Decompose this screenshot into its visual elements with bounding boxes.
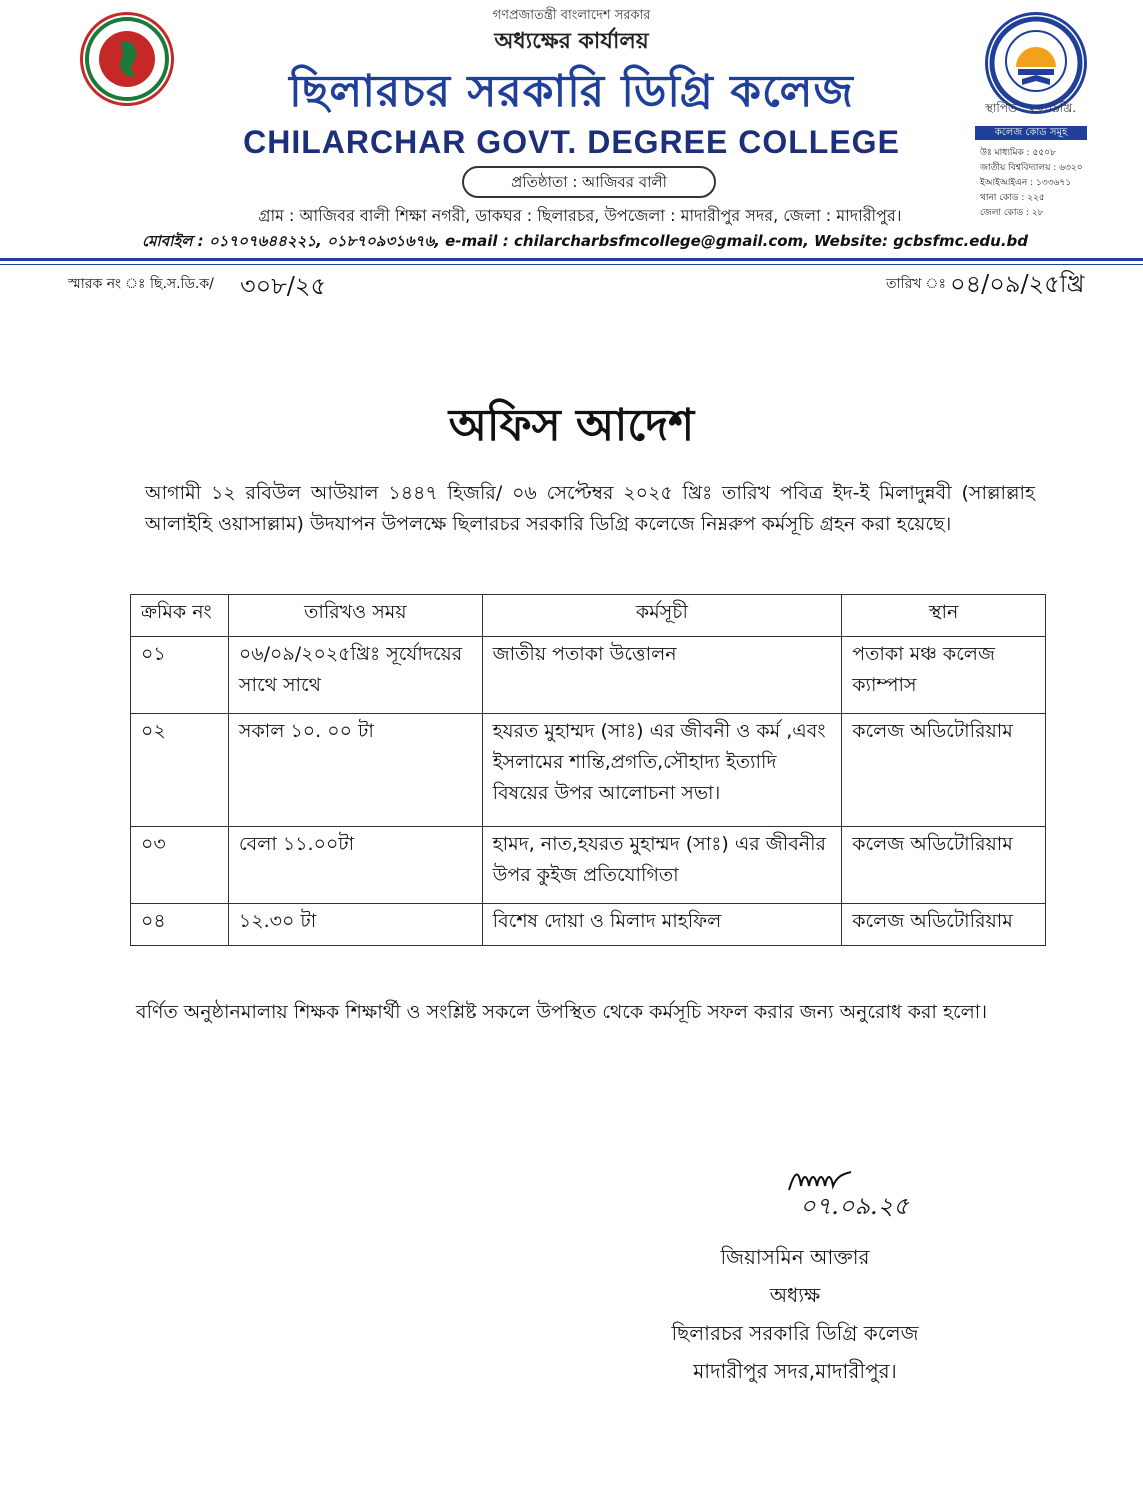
established-label: স্থাপিত : ২০০৯খ্রি. xyxy=(985,101,1077,115)
header-divider xyxy=(0,258,1143,261)
column-header: কর্মসূচী xyxy=(482,595,842,637)
signature-block xyxy=(620,1238,970,1390)
code-item: জাতীয় বিশ্ববিদ্যালয় : ৬৩২০ xyxy=(980,163,1083,173)
table-cell: ১২.৩০ টা xyxy=(228,904,482,946)
contact-line: মোবাইল : ০১৭০৭৬৪৪২২১, ০১৮৭০৯৩১৬৭৬, e-mail : chilarcharbsfmcollege@gmail.com, Website: gcbsfmc.edu.bd xyxy=(141,232,1028,250)
table-cell: কলেজ অডিটোরিয়াম xyxy=(842,904,1046,946)
code-item: উঃ মাধ্যমিক : ৫৫০৮ xyxy=(980,148,1056,158)
intro-paragraph: আগামী ১২ রবিউল আউয়াল ১৪৪৭ হিজরি/ ০৬ সেপ্টেম্বর ২০২৫ খ্রিঃ তারিখ পবিত্র ইদ-ই মিলাদুন্নবী (সাল্লাল্লাহ আলাইহি ওয়াসাল্লাম) উদযাপন উপলক্ষে ছিলারচর সরকারি ডিগ্রি কলেজে নিম্নরুপ কর্মসূচি গ্রহন করা হয়েছে। xyxy=(145,482,1035,535)
table-cell: হামদ, নাত,হযরত মুহাম্মদ (সাঃ) এর জীবনীর উপর কুইজ প্রতিযোগিতা xyxy=(482,827,842,904)
college-crest-logo xyxy=(985,12,1087,114)
table-cell: ০৩ xyxy=(131,827,229,904)
signatory-location: মাদারীপুর সদর,মাদারীপুর। xyxy=(693,1359,897,1383)
table-cell: বিশেষ দোয়া ও মিলাদ মাহফিল xyxy=(482,904,842,946)
college-name-english: CHILARCHAR GOVT. DEGREE COLLEGE xyxy=(243,124,900,160)
college-codes-badge: কলেজ কোড সমূহ xyxy=(975,126,1087,140)
table-cell: ০৪ xyxy=(131,904,229,946)
government-seal-logo xyxy=(80,12,174,106)
table-header-row xyxy=(131,595,1046,637)
column-header: ক্রমিক নং xyxy=(131,595,229,637)
founder-label: প্রতিষ্ঠাতা : আজিবর বালী xyxy=(462,166,716,198)
signatory-name: জিয়াসমিন আক্তার xyxy=(720,1245,870,1269)
document-title: অফিস আদেশ xyxy=(448,400,695,451)
code-item: থানা কোড : ২২৫ xyxy=(980,193,1045,203)
table-row xyxy=(131,827,1046,904)
table-row xyxy=(131,904,1046,946)
signatory-designation: অধ্যক্ষ xyxy=(769,1283,821,1307)
table-row xyxy=(131,636,1046,713)
date-label: তারিখ ঃ xyxy=(886,276,946,292)
column-header: স্থান xyxy=(842,595,1046,637)
header-divider-thin xyxy=(0,264,1143,265)
closing-paragraph: বর্ণিত অনুষ্ঠানমালায় শিক্ষক শিক্ষার্থী ও সংশ্লিষ্ট সকলে উপস্থিত থেকে কর্মসূচি সফল করার জন্য অনুরোধ করা হলো। xyxy=(136,1001,988,1023)
table-cell: ০৬/০৯/২০২৫খ্রিঃ সূর্যোদয়ের সাথে সাথে xyxy=(228,636,482,713)
college-codes-list xyxy=(980,146,1100,221)
table-cell: কলেজ অডিটোরিয়াম xyxy=(842,713,1046,826)
table-cell: ০১ xyxy=(131,636,229,713)
table-cell: কলেজ অডিটোরিয়াম xyxy=(842,827,1046,904)
table-cell: পতাকা মঞ্চ কলেজ ক্যাম্পাস xyxy=(842,636,1046,713)
memo-label: স্মারক নং ঃ ছি.স.ডি.ক/ xyxy=(68,276,214,292)
table-cell: সকাল ১০. ০০ টা xyxy=(228,713,482,826)
government-line: গণপ্রজাতন্ত্রী বাংলাদেশ সরকার xyxy=(492,8,651,23)
signature-date: ০৭.০৯.২৫ xyxy=(800,1192,909,1220)
table-row xyxy=(131,713,1046,826)
table-cell: জাতীয় পতাকা উত্তোলন xyxy=(482,636,842,713)
code-item: জেলা কোড : ২৮ xyxy=(980,208,1044,218)
office-line: অধ্যক্ষের কার্যালয় xyxy=(494,29,649,54)
table-cell: বেলা ১১.০০টা xyxy=(228,827,482,904)
column-header: তারিখও সময় xyxy=(228,595,482,637)
program-schedule-table xyxy=(130,594,1046,946)
college-name-bangla: ছিলারচর সরকারি ডিগ্রি কলেজ xyxy=(289,66,854,117)
memo-number: ৩০৮/২৫ xyxy=(240,272,327,300)
code-item: ইআইআইএন : ১৩৩৬৭১ xyxy=(980,178,1072,188)
address-line: গ্রাম : আজিবর বালী শিক্ষা নগরী, ডাকঘর : ছিলারচর, উপজেলা : মাদারীপুর সদর, জেলা : মাদারীপুর। xyxy=(258,206,902,225)
issue-date: ০৪/০৯/২৫খ্রি xyxy=(950,270,1085,298)
table-cell: ০২ xyxy=(131,713,229,826)
signatory-institution: ছিলারচর সরকারি ডিগ্রি কলেজ xyxy=(671,1321,919,1345)
table-cell: হযরত মুহাম্মদ (সাঃ) এর জীবনী ও কর্ম ,এবং ইসলামের শান্তি,প্রগতি,সৌহাদ্য ইত্যাদি বিষয়ের উপর আলোচনা সভা। xyxy=(482,713,842,826)
